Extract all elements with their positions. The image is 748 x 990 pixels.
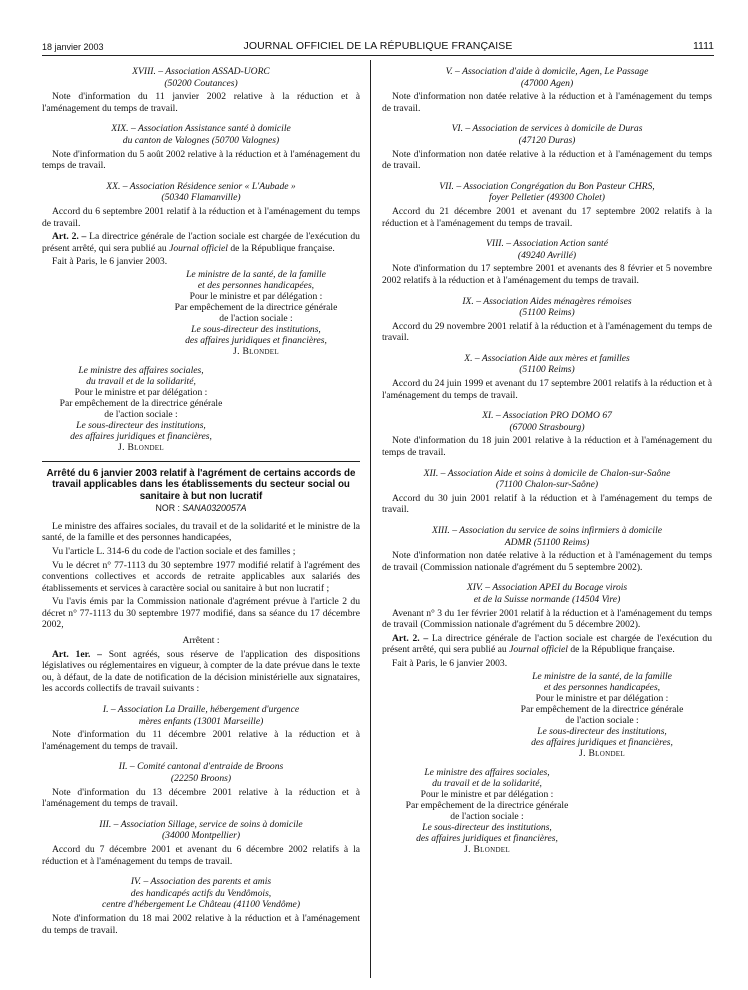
association-title: I. – Association La Draille, hébergement d'urgence: [102, 704, 300, 716]
association-city: (50340 Flamanville): [161, 192, 241, 204]
delegation-line: Pour le ministre et par délégation :: [420, 788, 554, 800]
signatory-title-line2: des affaires juridiques et financières,: [70, 430, 212, 442]
association-city: (47120 Duras): [518, 134, 576, 146]
signatory-title: Le sous-directeur des institutions,: [537, 725, 667, 737]
association-title: XIII. – Association du service de soins infirmiers à domicile: [431, 525, 663, 536]
left-column: [42, 66, 360, 938]
agreement-note: Note d'information du 18 juin 2001 relative à la réduction et à l'aménagement du temps de travail.: [382, 435, 712, 459]
delegation-line: Pour le ministre et par délégation :: [189, 290, 323, 302]
agreement-note: Note d'information non datée relative à la réduction et à l'aménagement du temps de travail (Commission nationale d'agrément du 5 septembre 2002).: [382, 550, 712, 573]
association-title: XII. – Association Aide et soins à domicile de Chalon-sur-Saône: [423, 467, 671, 479]
journal-page: [42, 38, 714, 978]
association-title-line2: mères enfants (13001 Marseille): [138, 715, 264, 727]
association-heading: [382, 238, 712, 261]
association-heading: [42, 761, 360, 784]
association-heading: [42, 819, 360, 842]
association-title: V. – Association d'aide à domicile, Agen, Le Passage: [445, 66, 649, 77]
association-city: (51100 Reims): [519, 364, 575, 376]
article-label: Art. 1er. –: [52, 648, 102, 660]
association-title-line2: et de la Suisse normande (14504 Vire): [473, 593, 621, 605]
signatory-title: Le sous-directeur des institutions,: [422, 821, 552, 833]
association-title: III. – Association Sillage, service de soins à domicile: [99, 818, 303, 830]
article-text-end: de la République française.: [570, 644, 675, 656]
article-text: La directrice générale de l'action sociale est chargée de l'exécution du présent arrêté, qui sera publié au: [382, 632, 712, 656]
association-city: (34000 Montpellier): [161, 830, 241, 842]
agreement-note: Note d'information du 18 mai 2002 relative à la réduction et à l'aménagement du temps de travail.: [42, 912, 360, 936]
association-heading: [42, 876, 360, 911]
article-label: Art. 2. –: [392, 632, 429, 644]
page-number: 1111: [692, 40, 714, 52]
association-heading: [382, 123, 712, 146]
empechement-line: Par empêchement de la directrice générale: [174, 301, 338, 313]
association-heading: [382, 353, 712, 376]
nor-label: NOR :: [155, 503, 180, 514]
visa-paragraph: Vu l'article L. 314-6 du code de l'action sociale et des familles ;: [52, 545, 296, 557]
association-heading: [382, 66, 712, 89]
signatory-title-line2: des affaires juridiques et financières,: [416, 832, 558, 844]
place-date: Fait à Paris, le 6 janvier 2003.: [52, 256, 168, 268]
agreement-note: Note d'information du 13 décembre 2001 relative à la réduction et à l'aménagement du temps de travail.: [42, 786, 360, 810]
empechement-line2: de l'action sociale :: [565, 714, 639, 726]
agreement-note: Accord du 7 décembre 2001 et avenant du 6 décembre 2002 relatifs à la réduction et à l'aménagement du temps de travail.: [42, 843, 360, 867]
association-heading: [382, 181, 712, 204]
article-text: La directrice générale de l'action sociale est chargée de l'exécution du présent arrêté, qui sera publié au: [42, 231, 360, 254]
association-city: (50200 Coutances): [164, 77, 238, 89]
header-date: 18 janvier 2003: [42, 42, 104, 52]
agreement-note: Note d'information du 5 août 2002 relative à la réduction et à l'aménagement du temps de travail.: [42, 148, 360, 172]
signatory-name: J. Blondel: [118, 441, 164, 453]
association-heading: [42, 181, 360, 204]
minister-title-line2: du travail et de la solidarité,: [86, 375, 196, 387]
article-2: [42, 231, 360, 254]
minister-title: Le ministre de la santé, de la famille: [186, 268, 326, 280]
article-text-end: de la République française.: [230, 242, 335, 254]
header-rule: [42, 55, 714, 56]
agreement-note: Accord du 29 novembre 2001 relatif à la réduction et à l'aménagement du temps de travail.: [382, 320, 712, 344]
agreement-note: Accord du 6 septembre 2001 relatif à la réduction et à l'aménagement du temps de travail.: [42, 205, 360, 229]
association-title: II. – Comité cantonal d'entraide de Broons: [118, 761, 284, 773]
signatory-name: J. Blondel: [579, 747, 625, 759]
signatory-name: J. Blondel: [233, 345, 279, 357]
signature-block-health: [492, 671, 712, 759]
empechement-line2: de l'action sociale :: [219, 312, 293, 324]
signatory-title-line2: des affaires juridiques et financières,: [531, 736, 673, 748]
delegation-line: Pour le ministre et par délégation :: [74, 386, 208, 398]
association-title-line2: des handicapés actifs du Vendômois,: [130, 887, 272, 899]
association-city: (47000 Agen): [520, 77, 574, 89]
association-title: VI. – Association de services à domicile de Duras: [451, 123, 643, 135]
association-title: VII. – Association Congrégation du Bon Pasteur CHRS,: [439, 180, 655, 192]
visa-paragraph: Vu le décret n° 77-1113 du 30 septembre 1977 modifié relatif à l'agrément des conventions collectives et accords de retraite applicables aux salariés des établissements et services à caractère social ou sanitaire à but non lucratif ;: [42, 559, 360, 594]
empechement-line: Par empêchement de la directrice générale: [59, 397, 223, 409]
agreement-note: Accord du 21 décembre 2001 et avenant du 17 septembre 2002 relatifs à la réduction et à l'aménagement du temps de travail.: [382, 205, 712, 229]
minister-title: Le ministre de la santé, de la famille: [532, 670, 672, 682]
association-city: (49240 Avrillé): [517, 249, 577, 261]
column-divider: [370, 60, 371, 978]
association-heading: [382, 468, 712, 491]
association-heading: [42, 704, 360, 727]
article-1: [42, 649, 360, 695]
association-title: XIV. – Association APEI du Bocage virois: [466, 582, 628, 594]
agreement-note: Note d'information du 11 décembre 2001 relative à la réduction et à l'aménagement du temps de travail.: [42, 729, 360, 752]
association-title: VIII. – Association Action santé: [486, 238, 608, 250]
association-heading: [42, 66, 360, 89]
visa-paragraph: Le ministre des affaires sociales, du travail et de la solidarité et le ministre de la santé, de la famille et des personnes handicapées,: [42, 520, 360, 544]
association-title-line2: du canton de Valognes (50700 Valognes): [122, 134, 280, 146]
signatory-name: J. Blondel: [464, 843, 510, 855]
association-title-line3: centre d'hébergement Le Château (41100 Vendôme): [101, 899, 301, 911]
agreement-note: Note d'information non datée relative à la réduction et à l'aménagement du temps de travail.: [382, 148, 712, 172]
nor-reference: [42, 503, 360, 515]
association-title: XI. – Association PRO DOMO 67: [482, 410, 612, 422]
empechement-line2: de l'action sociale :: [450, 810, 524, 822]
arrete-title: Arrêté du 6 janvier 2003 relatif à l'agrément de certains accords de travail applicables dans les établissements du secteur social ou sanitaire à but non lucratif: [42, 461, 360, 502]
article-2: [382, 633, 712, 656]
association-city: (51100 Reims): [519, 307, 575, 319]
delegation-line: Pour le ministre et par délégation :: [535, 692, 669, 704]
journal-reference: Journal officiel: [169, 242, 228, 254]
association-city: (67000 Strasbourg): [509, 421, 585, 433]
agreement-note: Accord du 30 juin 2001 relatif à la réduction et à l'aménagement du temps de travail.: [382, 492, 712, 516]
signatory-title: Le sous-directeur des institutions,: [191, 323, 321, 335]
agreement-note: Note d'information du 11 janvier 2002 relative à la réduction et à l'aménagement du temps de travail.: [42, 91, 360, 114]
association-heading: [382, 582, 712, 605]
association-city: (71100 Chalon-sur-Saône): [495, 479, 599, 491]
association-title: XIX. – Association Assistance santé à domicile: [111, 123, 291, 135]
minister-title: Le ministre des affaires sociales,: [424, 766, 550, 778]
association-title-line2: foyer Pelletier (49300 Cholet): [489, 192, 605, 204]
empechement-line2: de l'action sociale :: [104, 408, 178, 420]
signature-block-health: [152, 269, 360, 357]
signatory-title: Le sous-directeur des institutions,: [76, 419, 206, 431]
running-header: [42, 38, 714, 56]
signatory-title-line2: des affaires juridiques et financières,: [185, 334, 327, 346]
signature-block-social: [382, 767, 592, 855]
minister-title-line2: et des personnes handicapées,: [197, 279, 315, 291]
association-title: X. – Association Aide aux mères et familles: [464, 352, 630, 364]
association-heading: [382, 410, 712, 433]
association-title: XVIII. – Association ASSAD-UORC: [132, 66, 270, 77]
association-title: IX. – Association Aides ménagères rémoises: [462, 295, 632, 307]
association-heading: [382, 525, 712, 548]
agreement-note: Accord du 24 juin 1999 et avenant du 17 septembre 2001 relatifs à la réduction et à l'aménagement du temps de travail.: [382, 378, 712, 401]
place-date: Fait à Paris, le 6 janvier 2003.: [392, 657, 508, 669]
arretent-heading: Arrêtent :: [182, 635, 220, 647]
article-text: Sont agréés, sous réserve de l'application des dispositions législatives ou réglementaires en vigueur, à compter de la date prévue dans le texte ou, à défaut, de la date de notification de la décision ministérielle aux signataires, les accords collectifs de travail suivants :: [42, 648, 360, 695]
article-label: Art. 2. –: [52, 231, 87, 243]
signature-block-social: [42, 365, 240, 453]
agreement-note: Note d'information du 17 septembre 2001 et avenants des 8 février et 5 novembre 2002 relatifs à la réduction et à l'aménagement du temps de travail.: [382, 263, 712, 286]
minister-title: Le ministre des affaires sociales,: [78, 364, 204, 376]
agreement-note: Note d'information non datée relative à la réduction et à l'aménagement du temps de travail.: [382, 91, 712, 114]
empechement-line: Par empêchement de la directrice générale: [520, 703, 684, 715]
journal-reference: Journal officiel: [509, 644, 568, 656]
right-column: [382, 66, 712, 863]
header-title: JOURNAL OFFICIEL DE LA RÉPUBLIQUE FRANÇAISE: [243, 40, 513, 52]
association-title-line2: ADMR (51100 Reims): [504, 536, 590, 548]
minister-title-line2: du travail et de la solidarité,: [432, 777, 542, 789]
association-city: (22250 Broons): [170, 773, 232, 784]
association-title: IV. – Association des parents et amis: [130, 876, 272, 888]
agreement-note: Avenant n° 3 du 1er février 2001 relatif à la réduction et à l'aménagement du temps de travail (Commission nationale d'agrément du 5 décembre 2002).: [382, 607, 712, 631]
association-title: XX. – Association Résidence senior « L'Aubade »: [106, 180, 296, 192]
association-heading: [382, 296, 712, 319]
visa-paragraph: Vu l'avis émis par la Commission nationale d'agrément prévue à l'article 2 du décret n° 77-1113 du 30 septembre 1977 modifié, dans sa séance du 17 décembre 2002,: [42, 596, 360, 631]
empechement-line: Par empêchement de la directrice générale: [405, 799, 569, 811]
association-heading: [42, 123, 360, 146]
nor-code: SANA0320057A: [182, 503, 247, 514]
minister-title-line2: et des personnes handicapées,: [543, 681, 661, 693]
